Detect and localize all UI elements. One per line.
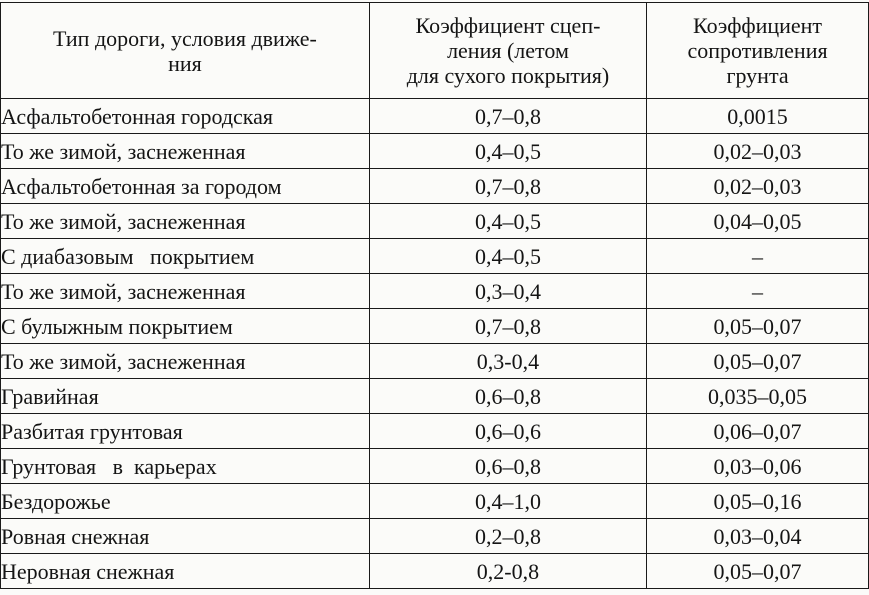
road-type-cell: С булыжным покрытием — [1, 309, 370, 344]
table-row — [1, 134, 869, 169]
table-row — [1, 309, 869, 344]
road-type-cell: Асфальтобетонная за городом — [1, 169, 370, 204]
resistance-coefficient-cell: – — [647, 274, 869, 309]
road-type-cell: То же зимой, заснеженная — [1, 344, 370, 379]
table-row — [1, 519, 869, 554]
resistance-coefficient-cell: 0,02–0,03 — [647, 169, 869, 204]
table-row — [1, 344, 869, 379]
resistance-coefficient-cell: 0,05–0,07 — [647, 309, 869, 344]
road-type-cell: Гравийная — [1, 379, 370, 414]
table-row — [1, 204, 869, 239]
grip-coefficient-cell: 0,6–0,8 — [369, 379, 646, 414]
resistance-coefficient-cell: 0,05–0,07 — [647, 554, 869, 589]
resistance-coefficient-cell: 0,02–0,03 — [647, 134, 869, 169]
table-row — [1, 239, 869, 274]
road-type-cell: Асфальтобетонная городская — [1, 99, 370, 134]
resistance-coefficient-cell: 0,03–0,06 — [647, 449, 869, 484]
grip-coefficient-cell: 0,2-0,8 — [369, 554, 646, 589]
road-type-cell: Бездорожье — [1, 484, 370, 519]
grip-coefficient-cell: 0,4–0,5 — [369, 134, 646, 169]
header-grip-coefficient: Коэффициент сцеп- ления (летом для сухого покрытия) — [369, 3, 646, 99]
road-coefficients-table — [0, 2, 869, 589]
table-body — [1, 99, 869, 589]
resistance-coefficient-cell: 0,035–0,05 — [647, 379, 869, 414]
grip-coefficient-cell: 0,6–0,8 — [369, 449, 646, 484]
road-type-cell: Неровная снежная — [1, 554, 370, 589]
resistance-coefficient-cell: 0,05–0,16 — [647, 484, 869, 519]
road-type-cell: То же зимой, заснеженная — [1, 274, 370, 309]
grip-coefficient-cell: 0,7–0,8 — [369, 169, 646, 204]
grip-coefficient-cell: 0,6–0,6 — [369, 414, 646, 449]
grip-coefficient-cell: 0,2–0,8 — [369, 519, 646, 554]
grip-coefficient-cell: 0,4–0,5 — [369, 204, 646, 239]
header-resistance-coefficient: Коэффициент сопротивления грунта — [647, 3, 869, 99]
resistance-coefficient-cell: 0,04–0,05 — [647, 204, 869, 239]
table-header-row — [1, 3, 869, 99]
resistance-coefficient-cell: – — [647, 239, 869, 274]
grip-coefficient-cell: 0,3-0,4 — [369, 344, 646, 379]
header-road-type: Тип дороги, условия движе- ния — [1, 3, 370, 99]
road-type-cell: Ровная снежная — [1, 519, 370, 554]
table-row — [1, 484, 869, 519]
table-row — [1, 274, 869, 309]
road-type-cell: То же зимой, заснеженная — [1, 134, 370, 169]
table-row — [1, 449, 869, 484]
grip-coefficient-cell: 0,7–0,8 — [369, 99, 646, 134]
table-row — [1, 379, 869, 414]
road-type-cell: С диабазовым покрытием — [1, 239, 370, 274]
grip-coefficient-cell: 0,4–1,0 — [369, 484, 646, 519]
road-type-cell: Грунтовая в карьерах — [1, 449, 370, 484]
grip-coefficient-cell: 0,4–0,5 — [369, 239, 646, 274]
road-type-cell: Разбитая грунтовая — [1, 414, 370, 449]
resistance-coefficient-cell: 0,0015 — [647, 99, 869, 134]
table-row — [1, 169, 869, 204]
grip-coefficient-cell: 0,7–0,8 — [369, 309, 646, 344]
table-row — [1, 99, 869, 134]
table-row — [1, 554, 869, 589]
grip-coefficient-cell: 0,3–0,4 — [369, 274, 646, 309]
road-type-cell: То же зимой, заснеженная — [1, 204, 370, 239]
resistance-coefficient-cell: 0,05–0,07 — [647, 344, 869, 379]
table-row — [1, 414, 869, 449]
resistance-coefficient-cell: 0,06–0,07 — [647, 414, 869, 449]
resistance-coefficient-cell: 0,03–0,04 — [647, 519, 869, 554]
